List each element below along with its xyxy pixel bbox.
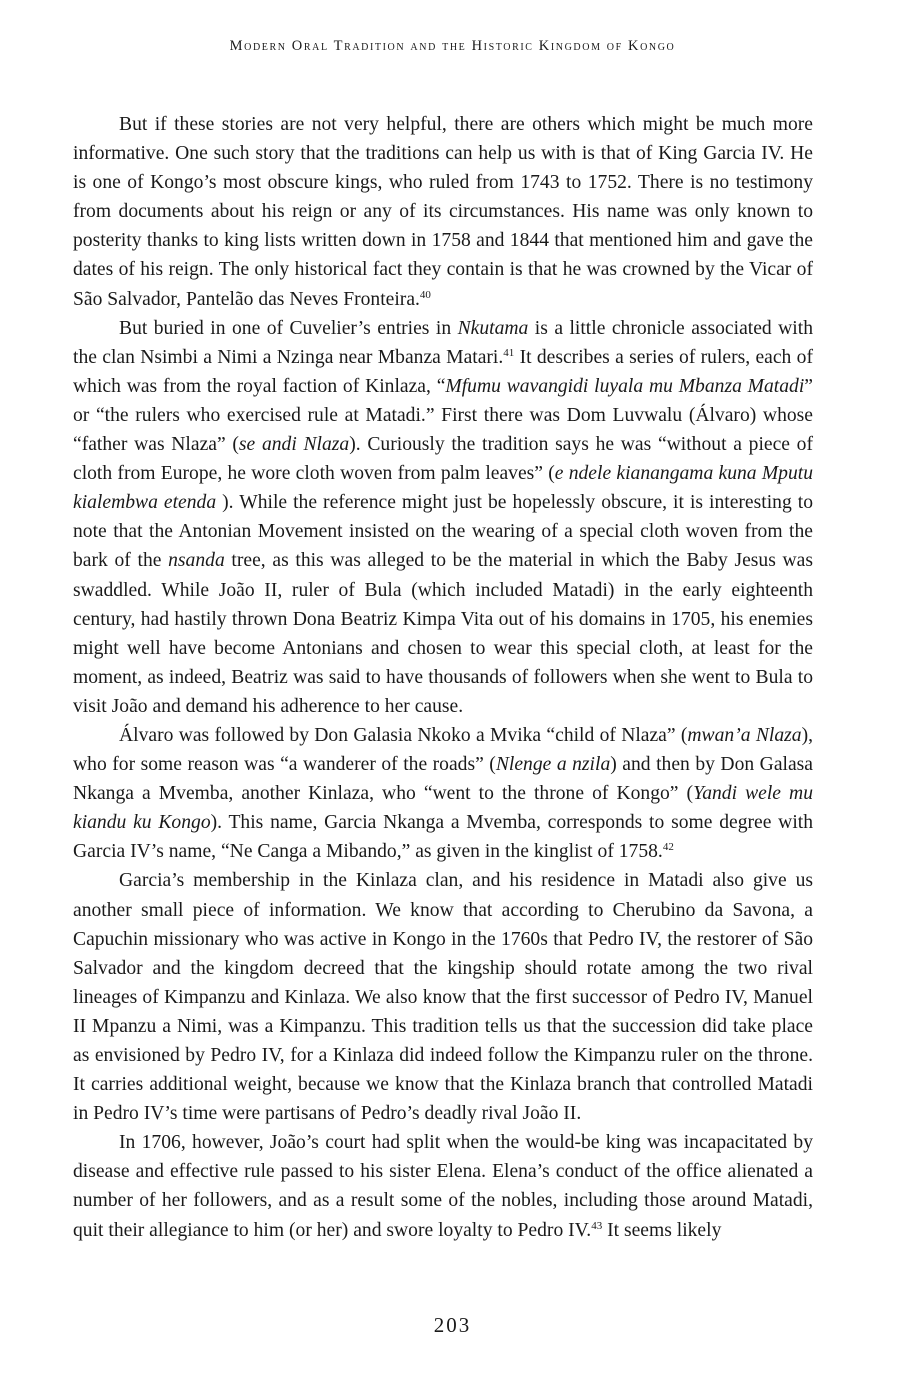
text-run: ) and then by Don Galasa Nkanga a Mvemba, another Kinlaza, who “went to the throne of Kongo” ( [73,754,813,805]
text-run: is a little chronicle associated with the clan Nsimbi a Nimi a Nzinga near Mbanza Matari. [73,317,813,368]
text-run: But if these stories are not very helpful, there are others which might be much more informative. One such story that the traditions can help us with is that of King Garcia IV. He is one of Kongo’s most obscure kings, who ruled from 1743 to 1752. There is no testimony from documents about his reign or any of its circumstances. His name was only known to posterity thanks to king lists written down in 1758 and 1844 that mentioned him and gave the dates of his reign. The only historical fact they contain is that he was crowned by the Vicar of São Salvador, Pantelão das Neves Fronteira. [73,114,813,310]
italic-text: Yandi wele mu kiandu ku Kongo [73,783,813,834]
footnote-ref: 41 [503,346,515,359]
text-run: ). This name, Garcia Nkanga a Mvemba, corresponds to some degree with Garcia IV’s name, “Ne Canga a Mibando,” as given in the kinglist of 1758. [73,812,814,863]
text-run: ). Curiously the tradition says he was “without a piece of cloth from Europe, he wore cloth woven from palm leaves” ( [73,434,814,485]
italic-text: mwan’a Nlaza [687,724,802,746]
paragraph-3 [73,721,813,866]
text-run: But buried in one of Cuvelier’s entries in [119,317,458,339]
paragraph-4 [73,866,813,1128]
text-run: In 1706, however, João’s court had split when the would-be king was incapacitated by disease and effective rule passed to his sister Elena. Elena’s conduct of the office alienated a number of her followers, and as a result some of the nobles, including those around Matadi, quit their allegiance to him (or her) and swore loyalty to Pedro IV. [73,1132,813,1241]
running-head: Modern Oral Tradition and the Historic Kingdom of Kongo [229,38,676,54]
text-run: ” or “the rulers who exercised rule at Matadi.” First there was Dom Luvwalu (Álvaro) whose “father was Nlaza” ( [73,375,813,456]
page-number: 203 [433,1313,472,1337]
italic-text: Nkutama [457,317,529,339]
paragraph-1 [73,110,813,314]
footnote-ref: 40 [419,288,431,301]
text-run: Álvaro was followed by Don Galasia Nkoko a Mvika “child of Nlaza” ( [119,724,688,746]
italic-text: Nlenge a nzila [495,754,611,776]
footnote-ref: 42 [662,841,674,854]
text-run: ), who for some reason was “a wanderer of the roads” ( [73,724,814,776]
italic-text: e ndele kianangama kuna Mputu kialembwa etenda [73,463,814,514]
body-text [73,110,813,1245]
text-run: Garcia’s membership in the Kinlaza clan, and his residence in Matadi also give us another small piece of information. We know that according to Cherubino da Savona, a Capuchin missionary who was active in Kongo in the 1760s that Pedro IV, the restorer of São Salvador and the kingdom decreed that the kingship should rotate among the two rival lineages of Kimpanzu and Kinlaza. We also know that the first successor of Pedro IV, Manuel II Mpanzu a Nimi, was a Kimpanzu. This tradition tells us that the succession did take place as envisioned by Pedro IV, for a Kinlaza did indeed follow the Kimpanzu ruler on the throne. It carries additional weight, because we know that the Kinlaza branch that controlled Matadi in Pedro IV’s time were partisans of Pedro’s deadly rival João II. [73,870,813,1125]
text-run: ). While the reference might just be hopelessly obscure, it is interesting to note that the Antonian Movement insisted on the wearing of a special cloth woven from the bark of the [73,492,813,572]
paragraph-5 [73,1128,813,1244]
paragraph-2 [73,314,813,721]
italic-text: nsanda [168,550,225,572]
italic-text: se andi Nlaza [238,434,350,456]
text-run: It seems likely [602,1219,722,1241]
footnote-ref: 43 [591,1219,603,1232]
italic-text: Mfumu wavangidi luyala mu Mbanza Matadi [445,375,805,397]
text-run: It describes a series of rulers, each of which was from the royal faction of Kinlaza, “ [73,346,813,397]
text-run: tree, as this was alleged to be the material in which the Baby Jesus was swaddled. While João II, ruler of Bula (which included Matadi) in the early eighteenth century, had hastily thrown Dona Beatriz Kimpa Vita out of his domains in 1705, his enemies might well have become Antonians and chosen to wear this special cloth, at least for the moment, as indeed, Beatriz was said to have thousands of followers when she went to Bula to visit João and demand his adherence to her cause. [73,550,813,717]
